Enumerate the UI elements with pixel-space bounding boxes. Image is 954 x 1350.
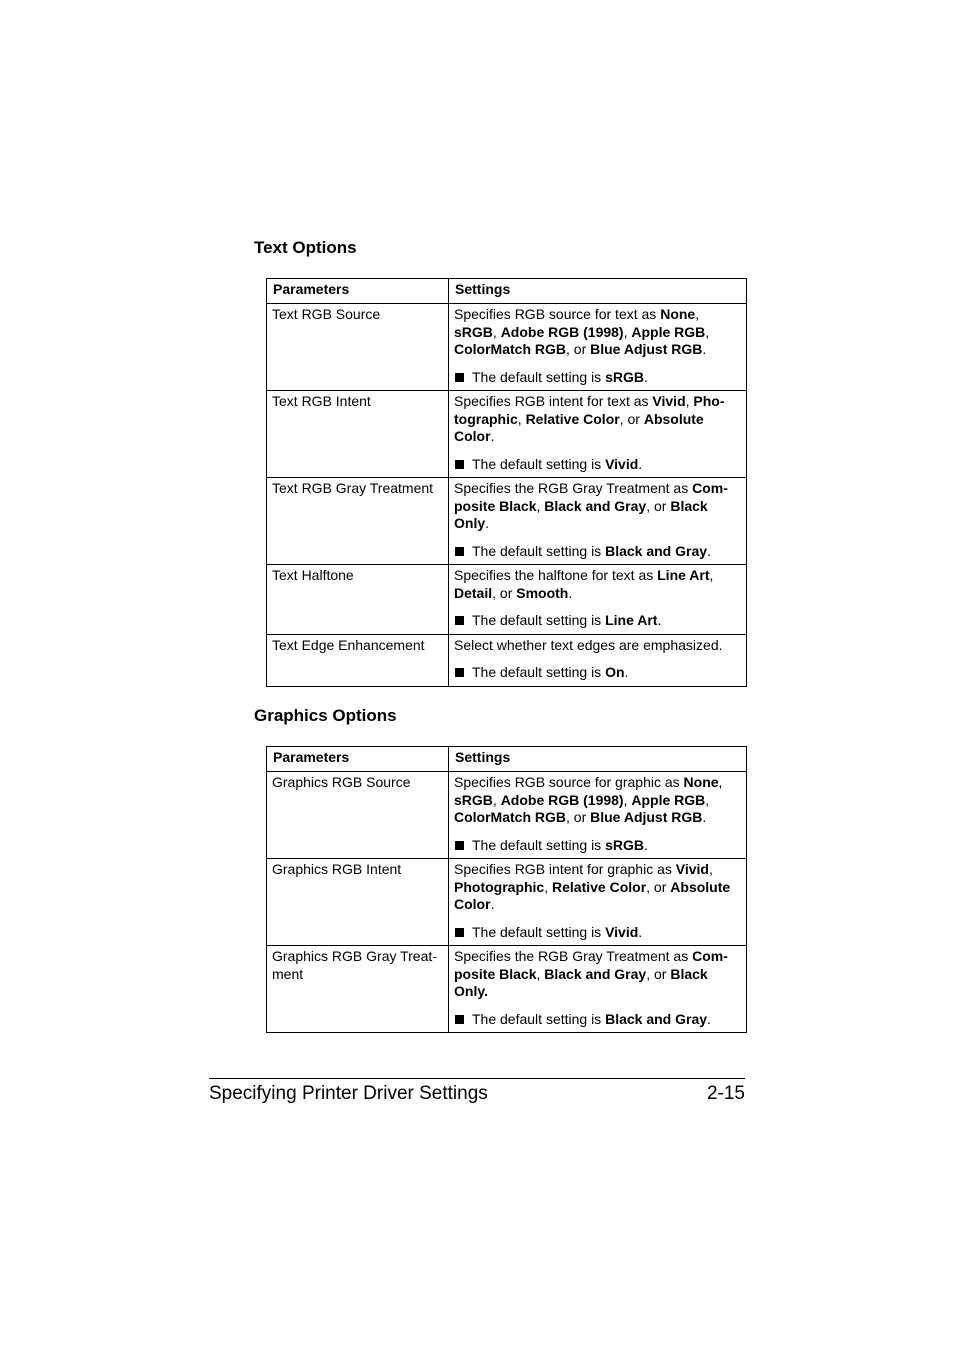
square-bullet-icon bbox=[455, 668, 464, 677]
setting-description: Specifies RGB source for graphic as None, sRGB, Adobe RGB (1998), Apple RGB, ColorMatch RGB, or Blue Adjust RGB. bbox=[454, 774, 723, 825]
default-setting bbox=[454, 924, 741, 942]
setting-description: Specifies RGB source for text as None, sRGB, Adobe RGB (1998), Apple RGB, ColorMatch RGB, or Blue Adjust RGB. bbox=[454, 306, 710, 357]
table-header-row bbox=[267, 747, 747, 772]
table-row bbox=[267, 304, 747, 391]
parameter-setting bbox=[449, 565, 747, 635]
default-setting bbox=[454, 1011, 741, 1029]
square-bullet-icon bbox=[455, 1015, 464, 1024]
graphics-options-table bbox=[266, 746, 747, 1033]
default-setting-text: The default setting is Vivid. bbox=[472, 923, 643, 940]
default-setting bbox=[454, 612, 741, 630]
parameter-name: Graphics RGB Intent bbox=[267, 859, 449, 946]
parameter-name: Text Edge Enhancement bbox=[267, 634, 449, 686]
setting-description: Specifies the RGB Gray Treatment as Com-posite Black, Black and Gray, or Black Only. bbox=[454, 480, 728, 531]
parameters-column-header: Parameters bbox=[267, 279, 449, 304]
default-setting-text: The default setting is sRGB. bbox=[472, 368, 648, 385]
square-bullet-icon bbox=[455, 547, 464, 556]
default-setting bbox=[454, 456, 741, 474]
table-row bbox=[267, 478, 747, 565]
parameter-name: Text Halftone bbox=[267, 565, 449, 635]
table-row bbox=[267, 772, 747, 859]
table-row bbox=[267, 391, 747, 478]
parameter-setting bbox=[449, 634, 747, 686]
default-setting-text: The default setting is Vivid. bbox=[472, 455, 643, 472]
square-bullet-icon bbox=[455, 460, 464, 469]
setting-description: Specifies the halftone for text as Line Art, Detail, or Smooth. bbox=[454, 567, 714, 601]
parameter-name: Graphics RGB Gray Treat-ment bbox=[267, 946, 449, 1033]
parameter-setting bbox=[449, 304, 747, 391]
setting-description: Select whether text edges are emphasized. bbox=[454, 636, 723, 653]
default-setting-text: The default setting is sRGB. bbox=[472, 836, 648, 853]
table-row bbox=[267, 859, 747, 946]
settings-column-header: Settings bbox=[449, 747, 747, 772]
setting-description: Specifies RGB intent for text as Vivid, Pho-tographic, Relative Color, or Absolute Color. bbox=[454, 393, 725, 444]
default-setting bbox=[454, 369, 741, 387]
default-setting-text: The default setting is On. bbox=[472, 664, 629, 680]
default-setting bbox=[454, 837, 741, 855]
table-header-row bbox=[267, 279, 747, 304]
table-row bbox=[267, 634, 747, 686]
parameter-setting bbox=[449, 946, 747, 1033]
parameter-name: Graphics RGB Source bbox=[267, 772, 449, 859]
default-setting-text: The default setting is Black and Gray. bbox=[472, 542, 711, 559]
parameter-setting bbox=[449, 391, 747, 478]
footer-chapter-title: Specifying Printer Driver Settings bbox=[209, 1083, 488, 1104]
default-setting-text: The default setting is Line Art. bbox=[472, 612, 662, 628]
square-bullet-icon bbox=[455, 841, 464, 850]
footer-divider bbox=[209, 1078, 745, 1079]
table-row bbox=[267, 946, 747, 1033]
footer-page-number: 2-15 bbox=[706, 1083, 745, 1104]
parameter-setting bbox=[449, 478, 747, 565]
text-options-heading: Text Options bbox=[254, 238, 357, 257]
settings-column-header: Settings bbox=[449, 279, 747, 304]
square-bullet-icon bbox=[455, 616, 464, 625]
default-setting bbox=[454, 543, 741, 561]
parameter-setting bbox=[449, 859, 747, 946]
square-bullet-icon bbox=[455, 373, 464, 382]
setting-description: Specifies the RGB Gray Treatment as Com-posite Black, Black and Gray, or Black Only. bbox=[454, 948, 728, 999]
parameters-column-header: Parameters bbox=[267, 747, 449, 772]
default-setting bbox=[454, 664, 741, 682]
table-row bbox=[267, 565, 747, 635]
parameter-name: Text RGB Intent bbox=[267, 391, 449, 478]
text-options-table bbox=[266, 278, 747, 687]
square-bullet-icon bbox=[455, 928, 464, 937]
setting-description: Specifies RGB intent for graphic as Vivid, Photographic, Relative Color, or Absolute Color. bbox=[454, 861, 731, 912]
graphics-options-heading: Graphics Options bbox=[254, 706, 397, 725]
default-setting-text: The default setting is Black and Gray. bbox=[472, 1010, 711, 1027]
parameter-setting bbox=[449, 772, 747, 859]
parameter-name: Text RGB Gray Treatment bbox=[267, 478, 449, 565]
parameter-name: Text RGB Source bbox=[267, 304, 449, 391]
